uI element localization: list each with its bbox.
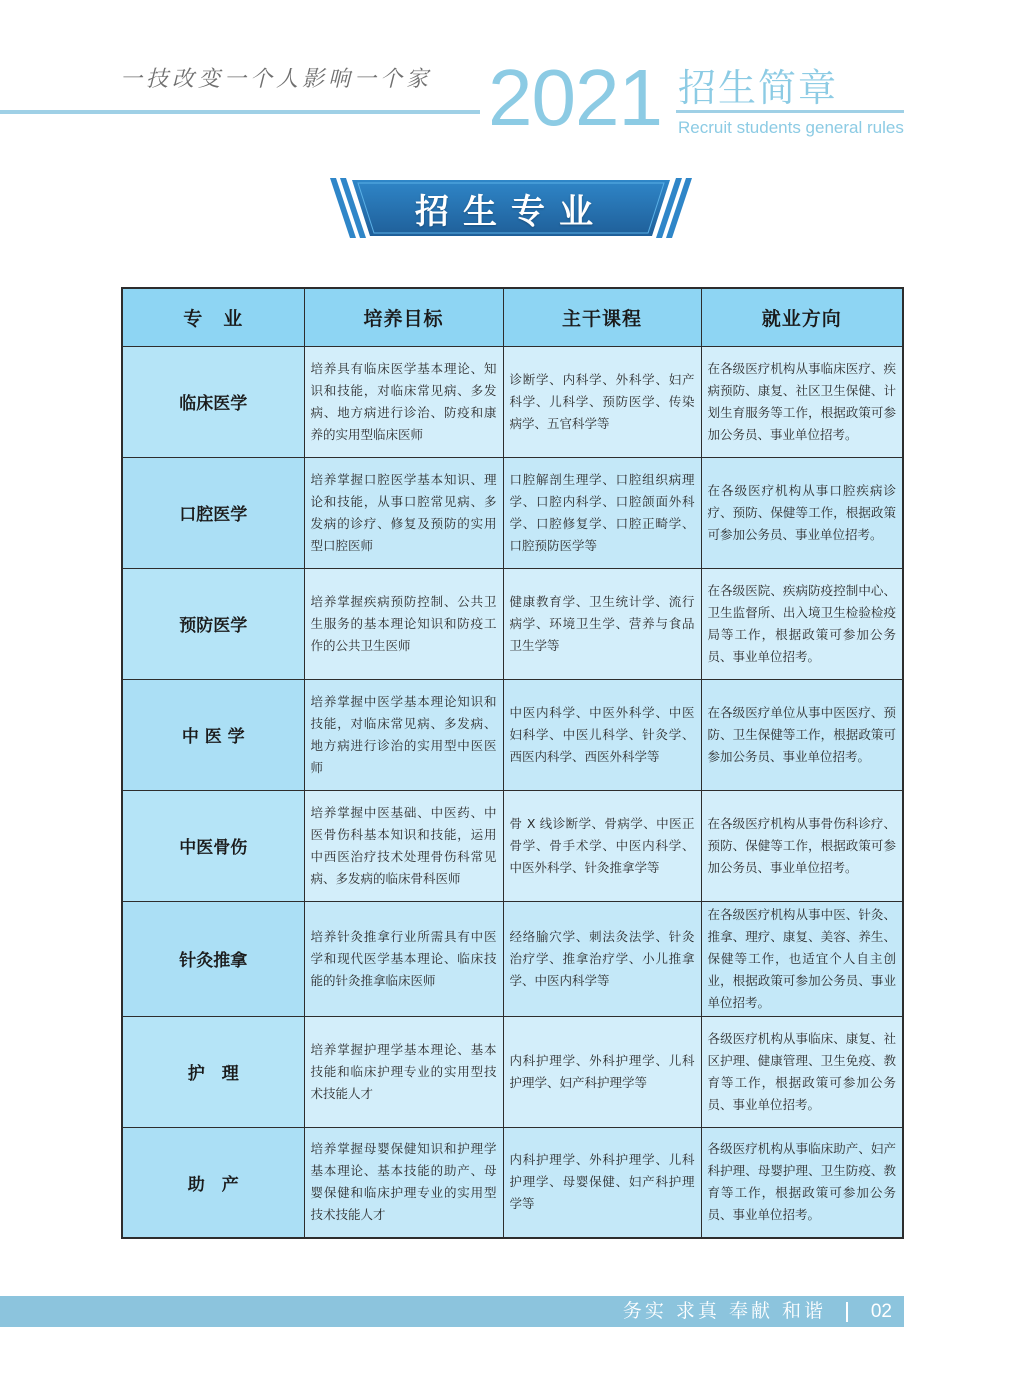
training-goal: 培养掌握口腔医学基本知识、理论和技能，从事口腔常见病、多发病的诊疗、修复及预防的实用型口腔医师 (304, 457, 503, 568)
footer-bar (0, 1296, 904, 1327)
career-direction: 在各级医院、疾病防疫控制中心、卫生监督所、出入境卫生检验检疫局等工作，根据政策可参加公务员、事业单位招考。 (701, 568, 903, 679)
career-direction: 在各级医疗机构从事临床医疗、疾病预防、康复、社区卫生保健、计划生育服务等工作，根据政策可参加公务员、事业单位招考。 (701, 346, 903, 457)
header-title: 招生简章 (678, 66, 839, 110)
main-courses: 内科护理学、外科护理学、儿科护理学、母婴保健、妇产科护理学等 (503, 1127, 701, 1238)
header-year: 2021 (488, 53, 662, 142)
table-row (122, 1016, 903, 1127)
career-direction: 在各级医疗单位从事中医医疗、预防、卫生保健等工作，根据政策可参加公务员、事业单位招考。 (701, 679, 903, 790)
table-row (122, 790, 903, 901)
training-goal: 培养具有临床医学基本理论、知识和技能，对临床常见病、多发病、地方病进行诊治、防疫和康养的实用型临床医师 (304, 346, 503, 457)
table-header-row (122, 288, 903, 346)
main-courses: 中医内科学、中医外科学、中医妇科学、中医儿科学、针灸学、西医内科学、西医外科学等 (503, 679, 701, 790)
header-career: 就业方向 (701, 288, 903, 346)
section-banner (330, 178, 692, 238)
major-name: 护 理 (122, 1016, 304, 1127)
table-row (122, 568, 903, 679)
training-goal: 培养针灸推拿行业所需具有中医学和现代医学基本理论、临床技能的针灸推拿临床医师 (304, 901, 503, 1016)
section-title: 招生专业 (415, 191, 607, 232)
career-direction: 各级医疗机构从事临床、康复、社区护理、健康管理、卫生免疫、教育等工作，根据政策可参加公务员、事业单位招考。 (701, 1016, 903, 1127)
page-number: 02 (870, 1301, 892, 1322)
career-direction: 各级医疗机构从事临床助产、妇产科护理、母婴护理、卫生防疫、教育等工作，根据政策可参加公务员、事业单位招考。 (701, 1127, 903, 1238)
majors-table (121, 287, 904, 1239)
major-name: 预防医学 (122, 568, 304, 679)
major-name: 助 产 (122, 1127, 304, 1238)
career-direction: 在各级医疗机构从事骨伤科诊疗、预防、保健等工作，根据政策可参加公务员、事业单位招考。 (701, 790, 903, 901)
training-goal: 培养掌握母婴保健知识和护理学基本理论、基本技能的助产、母婴保健和临床护理专业的实用型技术技能人才 (304, 1127, 503, 1238)
header-divider-left (0, 110, 480, 114)
career-direction: 在各级医疗机构从事中医、针灸、推拿、理疗、康复、美容、养生、保健等工作，也适宜个人自主创业，根据政策可参加公务员、事业单位招考。 (701, 901, 903, 1016)
table-row (122, 679, 903, 790)
header-divider-right (676, 110, 904, 113)
footer-motto: 务实 求真 奉献 和谐 (622, 1300, 826, 1322)
main-courses: 诊断学、内科学、外科学、妇产科学、儿科学、预防医学、传染病学、五官科学等 (503, 346, 701, 457)
major-name: 口腔医学 (122, 457, 304, 568)
header-major: 专 业 (122, 288, 304, 346)
training-goal: 培养掌握中医基础、中医药、中医骨伤科基本知识和技能，运用中西医治疗技术处理骨伤科常见病、多发病的临床骨科医师 (304, 790, 503, 901)
header-goal: 培养目标 (304, 288, 503, 346)
table-row (122, 457, 903, 568)
main-courses: 经络腧穴学、刺法灸法学、针灸治疗学、推拿治疗学、小儿推拿学、中医内科学等 (503, 901, 701, 1016)
training-goal: 培养掌握护理学基本理论、基本技能和临床护理专业的实用型技术技能人才 (304, 1016, 503, 1127)
main-courses: 内科护理学、外科护理学、儿科护理学、妇产科护理学等 (503, 1016, 701, 1127)
major-name: 针灸推拿 (122, 901, 304, 1016)
header-courses: 主干课程 (503, 288, 701, 346)
table-row (122, 1127, 903, 1238)
training-goal: 培养掌握中医学基本理论知识和技能，对临床常见病、多发病、地方病进行诊治的实用型中医医师 (304, 679, 503, 790)
slogan: 一技改变一个人影响一个家 (120, 67, 433, 92)
header-subtitle: Recruit students general rules (678, 118, 904, 137)
main-courses: 口腔解剖生理学、口腔组织病理学、口腔内科学、口腔颌面外科学、口腔修复学、口腔正畸学、口腔预防医学等 (503, 457, 701, 568)
footer-separator (846, 1302, 848, 1322)
main-courses: 骨 X 线诊断学、骨病学、中医正骨学、骨手术学、中医内科学、中医外科学、针灸推拿学等 (503, 790, 701, 901)
major-name: 中医骨伤 (122, 790, 304, 901)
career-direction: 在各级医疗机构从事口腔疾病诊疗、预防、保健等工作，根据政策可参加公务员、事业单位招考。 (701, 457, 903, 568)
major-name: 中 医 学 (122, 679, 304, 790)
table-row (122, 346, 903, 457)
main-courses: 健康教育学、卫生统计学、流行病学、环境卫生学、营养与食品卫生学等 (503, 568, 701, 679)
major-name: 临床医学 (122, 346, 304, 457)
table-row (122, 901, 903, 1016)
training-goal: 培养掌握疾病预防控制、公共卫生服务的基本理论知识和防疫工作的公共卫生医师 (304, 568, 503, 679)
